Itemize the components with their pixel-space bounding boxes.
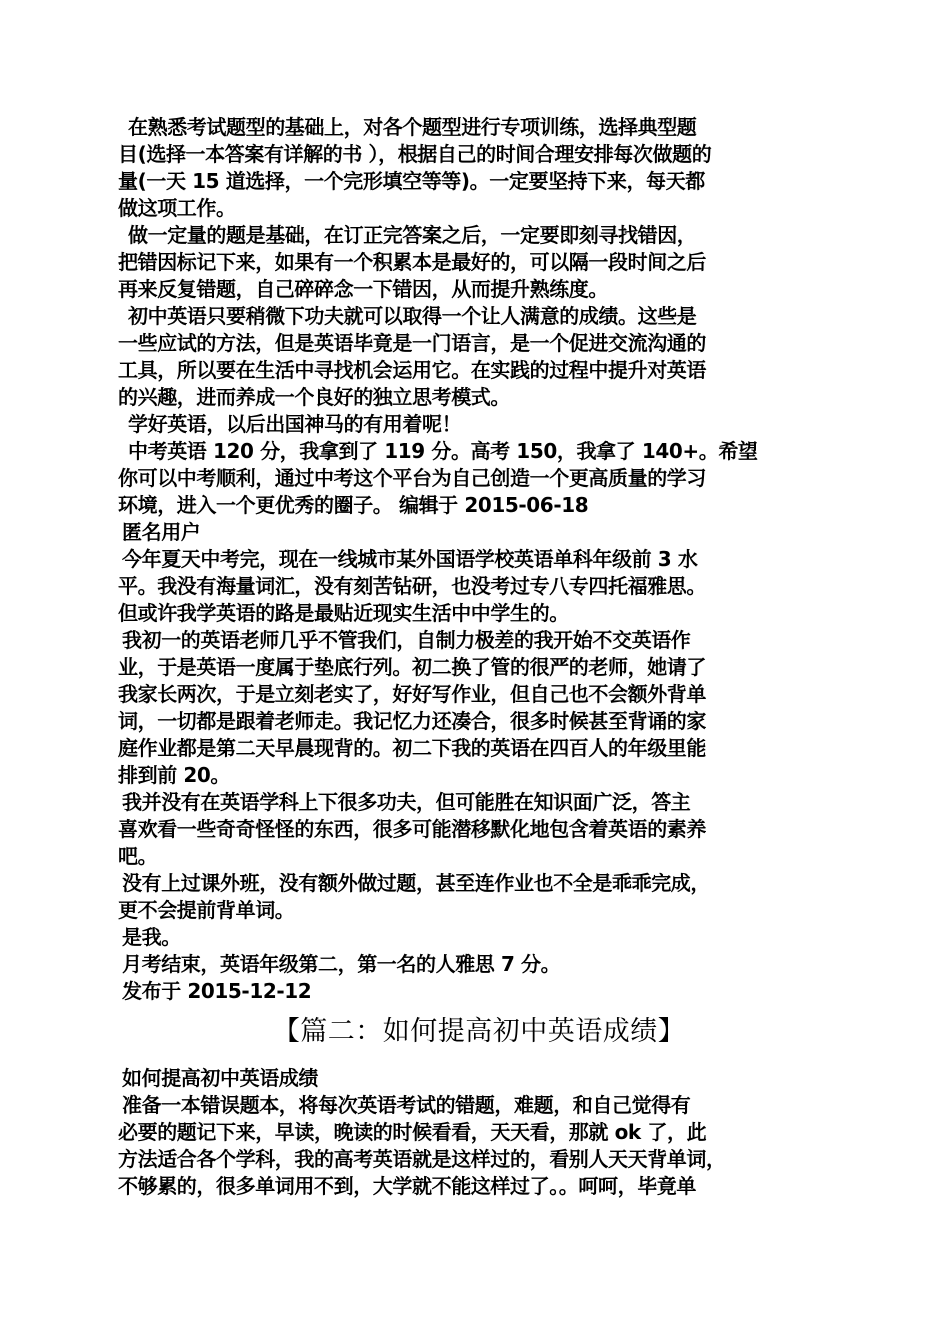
text-line: 做这项工作。 bbox=[118, 196, 236, 220]
paragraph-english-as-language bbox=[118, 303, 840, 411]
text-line: 一些应试的方法，但是英语毕竟是一门语言，是一个促进交流沟通的 bbox=[118, 331, 706, 355]
text-line: 环境，进入一个更优秀的圈子。 编辑于 2015-06-18 bbox=[118, 493, 589, 517]
paragraph-publish-date bbox=[118, 978, 840, 1005]
text-line: 方法适合各个学科，我的高考英语就是这样过的，看别人天天背单词， bbox=[118, 1147, 726, 1171]
text-line: 词，一切都是跟着老师走。我记忆力还凑合，很多时候甚至背诵的家 bbox=[118, 709, 706, 733]
paragraph-article-title bbox=[118, 1065, 840, 1092]
paragraph-practice-training bbox=[118, 114, 840, 222]
paragraph-self-intro bbox=[118, 546, 840, 627]
paragraph-study-english bbox=[118, 411, 840, 438]
text-line: 中考英语 120 分，我拿到了 119 分。高考 150，我拿了 140+。希望 bbox=[128, 439, 758, 463]
text-line: 必要的题记下来，早读，晚读的时候看看，天天看，那就 ok 了，此 bbox=[118, 1120, 707, 1144]
paragraph-no-tutoring bbox=[118, 870, 840, 924]
text-line: 业，于是英语一度属于垫底行列。初二换了管的很严的老师，她请了 bbox=[118, 655, 706, 679]
text-line: 今年夏天中考完，现在一线城市某外国语学校英语单科年级前 3 水 bbox=[122, 547, 698, 571]
text-line: 但或许我学英语的路是最贴近现实生活中中学生的。 bbox=[118, 601, 569, 625]
text-line: 再来反复错题，自己碎碎念一下错因，从而提升熟练度。 bbox=[118, 277, 608, 301]
text-line: 吧。 bbox=[118, 844, 158, 868]
paragraph-exam-scores bbox=[118, 438, 840, 519]
paragraph-teacher-story bbox=[118, 627, 840, 789]
text-line: 我并没有在英语学科上下很多功夫，但可能胜在知识面广泛，答主 bbox=[122, 790, 691, 814]
text-line: 你可以中考顺利，通过中考这个平台为自己创造一个更高质量的学习 bbox=[118, 466, 706, 490]
article-title: 如何提高初中英语成绩 bbox=[122, 1066, 318, 1090]
paragraph-broad-knowledge bbox=[118, 789, 840, 870]
text-line: 平。我没有海量词汇，没有刻苦钻研，也没考过专八专四托福雅思。 bbox=[118, 574, 706, 598]
publish-date: 发布于 2015-12-12 bbox=[122, 979, 312, 1003]
text-line: 准备一本错误题本，将每次英语考试的错题，难题，和自己觉得有 bbox=[122, 1093, 691, 1117]
text-line: 的兴趣，进而养成一个良好的独立思考模式。 bbox=[118, 385, 510, 409]
text-line: 我家长两次，于是立刻老实了，好好写作业，但自己也不会额外背单 bbox=[118, 682, 706, 706]
text-line: 目(选择一本答案有详解的书 ），根据自己的时间合理安排每次做题的 bbox=[118, 142, 712, 166]
text-line: 庭作业都是第二天早晨现背的。初二下我的英语在四百人的年级里能 bbox=[118, 736, 706, 760]
paragraph-anonymous-user bbox=[118, 519, 840, 546]
section-heading: 【篇二：如何提高初中英语成绩】 bbox=[272, 1016, 686, 1047]
text-line: 排到前 20。 bbox=[118, 763, 230, 787]
text-line: 不够累的，很多单词用不到，大学就不能这样过了。。呵呵，毕竟单 bbox=[118, 1174, 696, 1198]
text-line: 月考结束，英语年级第二，第一名的人雅思 7 分。 bbox=[122, 952, 561, 976]
text-line: 做一定量的题是基础，在订正完答案之后，一定要即刻寻找错因， bbox=[128, 223, 697, 247]
text-line: 量(一天 15 道选择，一个完形填空等等)。一定要坚持下来，每天都 bbox=[118, 169, 705, 193]
text-line: 没有上过课外班，没有额外做过题，甚至连作业也不全是乖乖完成， bbox=[122, 871, 710, 895]
document-body bbox=[118, 114, 840, 1200]
text-line: 我初一的英语老师几乎不管我们，自制力极差的我开始不交英语作 bbox=[122, 628, 691, 652]
text-line: 工具，所以要在生活中寻找机会运用它。在实践的过程中提升对英语 bbox=[118, 358, 706, 382]
text-line: 更不会提前背单词。 bbox=[118, 898, 295, 922]
paragraph-monthly-exam bbox=[118, 951, 840, 978]
text-line: 初中英语只要稍微下功夫就可以取得一个让人满意的成绩。这些是 bbox=[128, 304, 697, 328]
text-line: 喜欢看一些奇奇怪怪的东西，很多可能潜移默化地包含着英语的素养 bbox=[118, 817, 706, 841]
paragraph-its-me bbox=[118, 924, 840, 951]
text-line: 学好英语，以后出国神马的有用着呢！ bbox=[128, 412, 462, 436]
text-line: 在熟悉考试题型的基础上，对各个题型进行专项训练，选择典型题 bbox=[128, 115, 697, 139]
text-line: 把错因标记下来，如果有一个积累本是最好的，可以隔一段时间之后 bbox=[118, 250, 706, 274]
text-line: 是我。 bbox=[122, 925, 181, 949]
author-label: 匿名用户 bbox=[122, 520, 201, 544]
paragraph-error-review bbox=[118, 222, 840, 303]
paragraph-error-notebook bbox=[118, 1092, 840, 1200]
